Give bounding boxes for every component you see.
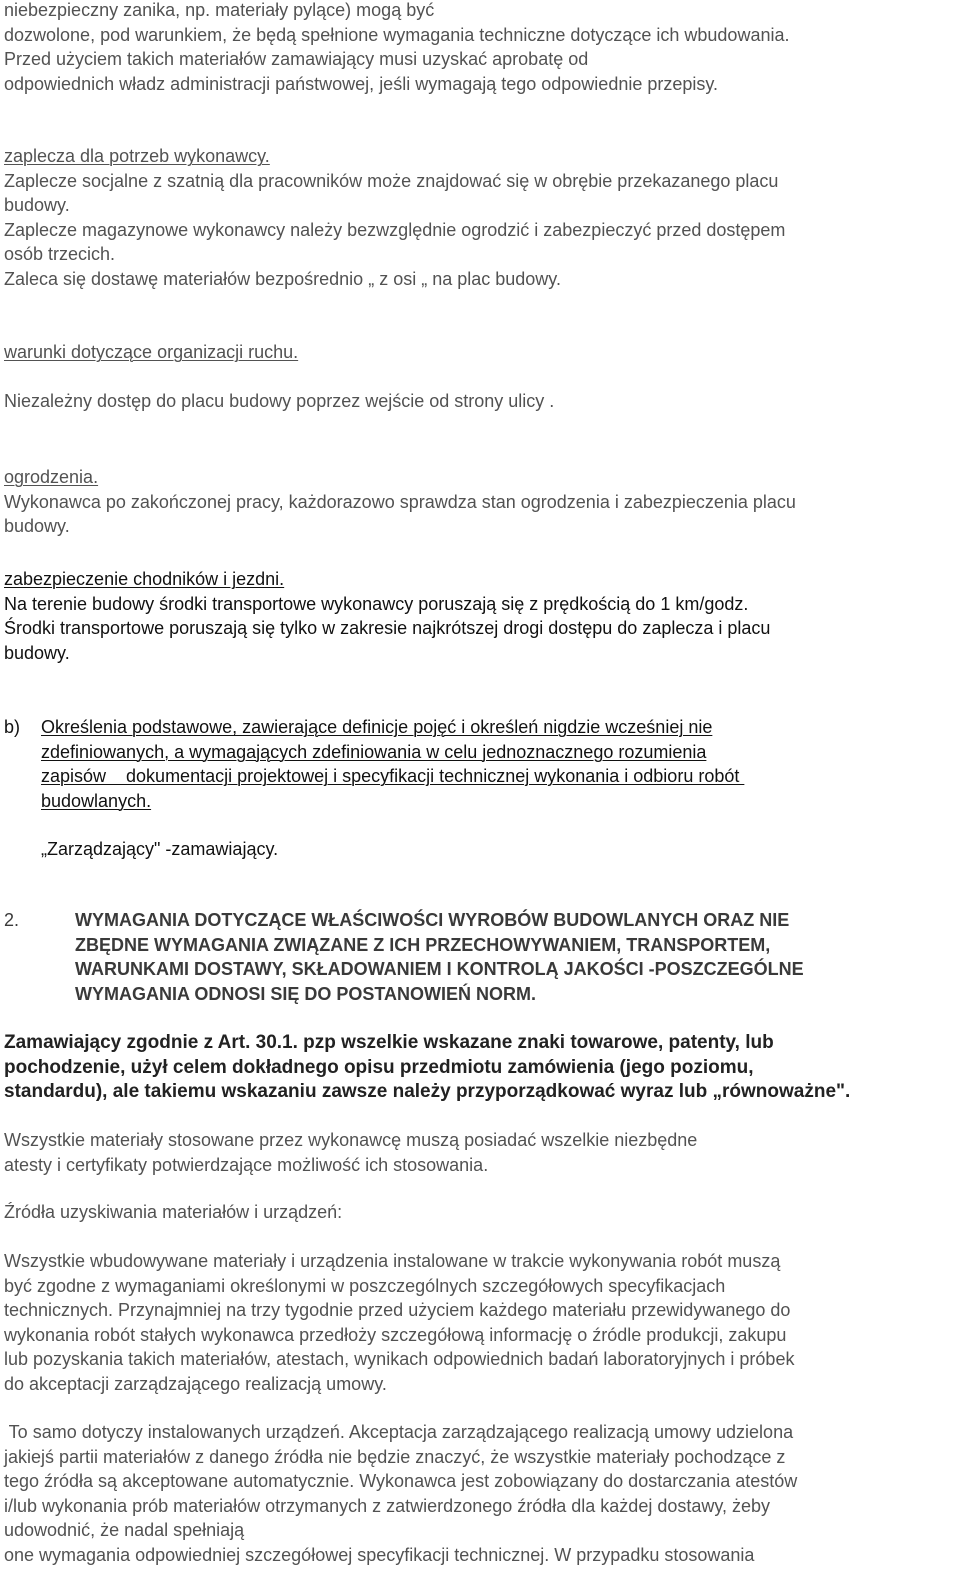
text-line: osób trzecich. bbox=[4, 244, 116, 264]
text-line: WYMAGANIA DOTYCZĄCE WŁAŚCIWOŚCI WYROBÓW BUDOWLANYCH ORAZ NIE bbox=[75, 910, 790, 930]
ruch-text bbox=[4, 389, 954, 414]
text-line: Zaplecze socjalne z szatnią dla pracowników może znajdować się w obrębie przekazanego placu bbox=[4, 170, 779, 191]
text-line: one wymagania odpowiedniej szczegółowej specyfikacji technicznej. W przypadku stosowania bbox=[4, 1544, 755, 1565]
ruch-section bbox=[4, 340, 954, 365]
text-line: Wszystkie wbudowywane materiały i urządzenia instalowane w trakcie wykonywania robót muszą bbox=[4, 1251, 781, 1271]
text-line: Niezależny dostęp do placu budowy poprzez wejście od strony ulicy . bbox=[4, 391, 555, 411]
text-line: budowy. bbox=[4, 642, 70, 663]
text-line: ZBĘDNE WYMAGANIA ZWIĄZANE Z ICH PRZECHOWYWANIEM, TRANSPORTEM, bbox=[75, 934, 771, 955]
text-line: WYMAGANIA ODNOSI SIĘ DO POSTANOWIEŃ NORM. bbox=[75, 983, 537, 1004]
text-line: zapisów dokumentacji projektowej i specyfikacji technicznej wykonania i odbioru robót bbox=[41, 766, 745, 786]
text-line: atesty i certyfikaty potwierdzające możliwość ich stosowania. bbox=[4, 1154, 489, 1175]
text-line: Wszystkie materiały stosowane przez wykonawcę muszą posiadać wszelkie niezbędne bbox=[4, 1130, 698, 1150]
text-line: odpowiednich władz administracji państwowej, jeśli wymagają tego odpowiednie przepisy. bbox=[4, 73, 719, 94]
text-line: Na terenie budowy środki transportowe wykonawcy poruszają się z prędkością do 1 km/godz. bbox=[4, 593, 749, 614]
intro-paragraph bbox=[4, 0, 954, 96]
text-line: niebezpieczny zanika, np. materiały pylące) mogą być bbox=[4, 0, 435, 20]
text-line: być zgodne z wymaganiami określonymi w poszczególnych szczegółowych specyfikacjach bbox=[4, 1275, 726, 1296]
section-b bbox=[4, 715, 954, 815]
text-line: lub pozyskania takich materiałów, atestach, wynikach odpowiednich badań laboratoryjnych i próbek bbox=[4, 1349, 795, 1369]
section-heading: zabezpieczenie chodników i jezdni. bbox=[4, 569, 285, 589]
section-heading: warunki dotyczące organizacji ruchu. bbox=[4, 342, 299, 362]
text-line: udowodnić, że nadal spełniają bbox=[4, 1520, 245, 1540]
text-line: wykonania robót stałych wykonawca przedłoży szczegółową informację o źródle produkcji, zakupu bbox=[4, 1324, 787, 1345]
zrodla-heading-block bbox=[4, 1200, 954, 1225]
zrodla-paragraph-2 bbox=[4, 1420, 954, 1567]
text-line: budowy. bbox=[4, 195, 70, 215]
text-line: pochodzenie, użył celem dokładnego opisu przedmiotu zamówienia (jego poziomu, bbox=[4, 1056, 754, 1078]
text-line: budowlanych. bbox=[41, 790, 152, 811]
text-line: Środki transportowe poruszają się tylko w zakresie najkrótszej drogi dostępu do zaplecza i placu bbox=[4, 618, 771, 638]
zamawiajacy-paragraph bbox=[4, 1031, 954, 1105]
text-line: Zamawiający zgodnie z Art. 30.1. pzp wszelkie wskazane znaki towarowe, patenty, lub bbox=[4, 1032, 774, 1053]
text-line: dozwolone, pod warunkiem, że będą spełnione wymagania techniczne dotyczące ich wbudowania. bbox=[4, 24, 790, 45]
text-line: Określenia podstawowe, zawierające definicje pojęć i określeń nigdzie wcześniej nie bbox=[41, 717, 713, 737]
text-line: Przed użyciem takich materiałów zamawiający musi uzyskać aprobatę od bbox=[4, 49, 589, 69]
section-heading: Źródła uzyskiwania materiałów i urządzeń: bbox=[4, 1202, 343, 1222]
text-line: budowy. bbox=[4, 516, 70, 536]
text-line: zdefiniowanych, a wymagających zdefiniowania w celu jednoznacznego rozumienia bbox=[41, 741, 707, 762]
section-number: 2. bbox=[4, 910, 20, 930]
text-line: jakiejś partii materiałów z danego źródła nie będzie znaczyć, że wszystkie materiały pochodzące z bbox=[4, 1446, 786, 1467]
text-line: do akceptacji zarządzającego realizacją umowy. bbox=[4, 1373, 387, 1394]
definition-line: „Zarządzający" -zamawiający. bbox=[41, 839, 279, 859]
materialy-paragraph bbox=[4, 1128, 954, 1177]
zaplecze-section bbox=[4, 144, 954, 291]
chodniki-section bbox=[4, 567, 954, 665]
text-line: Zaplecze magazynowe wykonawcy należy bezwzględnie ogrodzić i zabezpieczyć przed dostępem bbox=[4, 219, 786, 240]
list-marker: b) bbox=[4, 717, 21, 737]
text-line: Wykonawca po zakończonej pracy, każdorazowo sprawdza stan ogrodzenia i zabezpieczenia placu bbox=[4, 491, 796, 512]
text-line: standardu), ale takiemu wskazaniu zawsze należy przyporządkować wyraz lub „równoważne". bbox=[4, 1081, 851, 1102]
section-heading: ogrodzenia. bbox=[4, 467, 99, 487]
text-line: tego źródła są akceptowane automatycznie. Wykonawca jest zobowiązany do dostarczania atestów bbox=[4, 1471, 798, 1491]
text-line: To samo dotyczy instalowanych urządzeń. Akceptacja zarządzającego realizacją umowy udzielona bbox=[4, 1422, 794, 1442]
section-heading: zaplecza dla potrzeb wykonawcy. bbox=[4, 146, 270, 166]
text-line: i/lub wykonania prób materiałów otrzymanych z zatwierdzonego źródła dla każdej dostawy, żeby bbox=[4, 1495, 771, 1516]
text-line: Zaleca się dostawę materiałów bezpośrednio „ z osi „ na plac budowy. bbox=[4, 268, 561, 289]
text-line: technicznych. Przynajmniej na trzy tygodnie przed użyciem każdego materiału przewidywanego do bbox=[4, 1300, 791, 1320]
text-line: WARUNKAMI DOSTAWY, SKŁADOWANIEM I KONTROLĄ JAKOŚCI -POSZCZEGÓLNE bbox=[75, 959, 804, 979]
ogrodzenia-section bbox=[4, 465, 954, 539]
zrodla-paragraph-1 bbox=[4, 1249, 954, 1396]
section-2 bbox=[4, 908, 954, 1008]
